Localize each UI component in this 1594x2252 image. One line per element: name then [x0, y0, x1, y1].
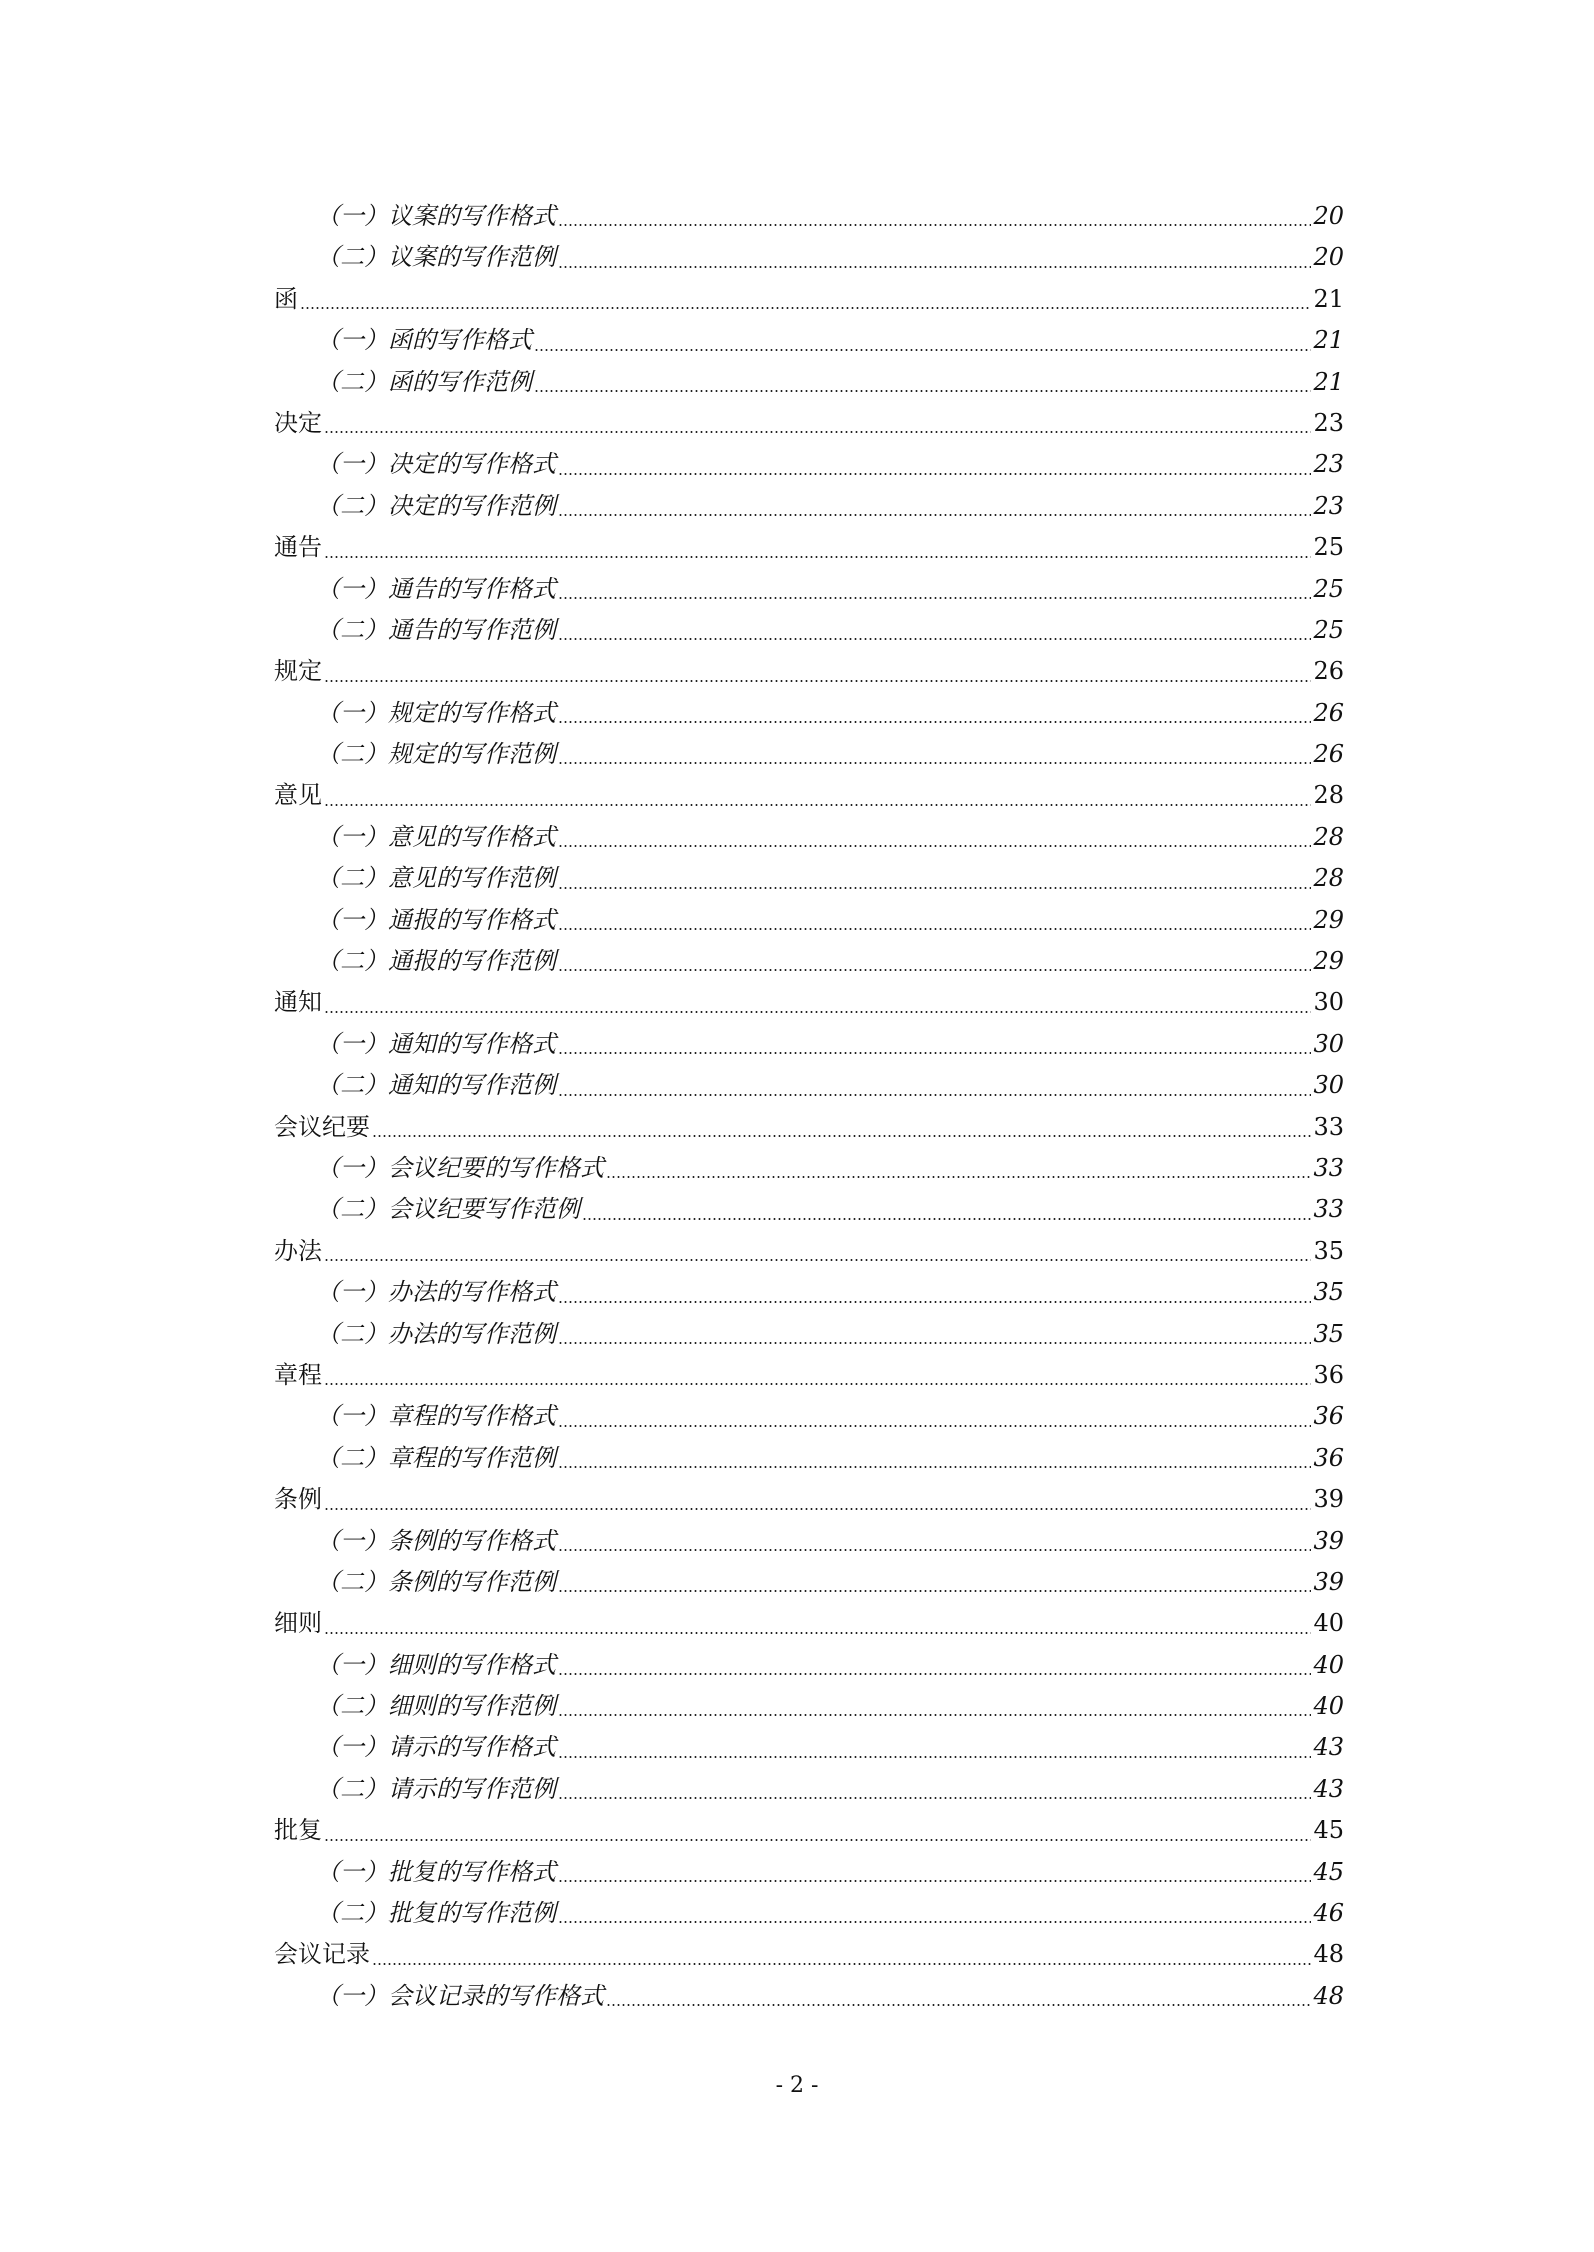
toc-entry-page-number: 36 [1313, 1360, 1344, 1389]
toc-entry-page-number: 33 [1313, 1153, 1344, 1182]
toc-dot-leader [558, 1921, 1311, 1923]
toc-dot-leader [372, 1135, 1311, 1137]
toc-entry-page-number: 21 [1313, 326, 1344, 355]
toc-entry-subsection[interactable] [274, 1852, 1344, 1893]
toc-entry-page-number: 35 [1313, 1319, 1344, 1348]
toc-entry-title: （一）办法的写作格式 [316, 1278, 556, 1307]
toc-entry-title: （一）细则的写作格式 [316, 1650, 556, 1679]
toc-entry-subsection[interactable] [274, 1686, 1344, 1727]
toc-entry-subsection[interactable] [274, 1976, 1344, 2017]
toc-dot-leader [558, 1714, 1311, 1716]
toc-dot-leader [558, 762, 1311, 764]
toc-entry-page-number: 20 [1313, 202, 1344, 230]
toc-entry-subsection[interactable] [274, 1189, 1344, 1230]
toc-entry-title: （一）通知的写作格式 [316, 1029, 556, 1058]
toc-entry-title: （一）条例的写作格式 [316, 1526, 556, 1555]
toc-entry-title: （一）规定的写作格式 [316, 698, 556, 727]
toc-entry-page-number: 40 [1313, 1650, 1344, 1679]
toc-entry-subsection[interactable] [274, 1562, 1344, 1603]
toc-entry-page-number: 36 [1313, 1402, 1344, 1431]
toc-entry-subsection[interactable] [274, 858, 1344, 899]
toc-entry-title: （二）会议纪要写作范例 [316, 1195, 580, 1224]
toc-entry-subsection[interactable] [274, 900, 1344, 941]
toc-dot-leader [558, 1590, 1311, 1592]
toc-entry-subsection[interactable] [274, 941, 1344, 982]
toc-entry-subsection[interactable] [274, 486, 1344, 527]
toc-dot-leader [558, 928, 1311, 930]
toc-entry-subsection[interactable] [274, 1148, 1344, 1189]
toc-entry-page-number: 35 [1313, 1236, 1344, 1265]
toc-entry-page-number: 30 [1313, 1071, 1344, 1100]
toc-entry-section[interactable] [274, 1603, 1344, 1644]
toc-entry-page-number: 43 [1313, 1774, 1344, 1803]
toc-dot-leader [606, 2004, 1311, 2006]
toc-entry-subsection[interactable] [274, 1727, 1344, 1768]
toc-entry-title: （二）细则的写作范例 [316, 1692, 556, 1721]
toc-entry-section[interactable] [274, 403, 1344, 444]
toc-entry-page-number: 28 [1313, 822, 1344, 851]
toc-dot-leader [558, 597, 1311, 599]
toc-entry-page-number: 25 [1313, 615, 1344, 644]
toc-entry-title: （一）意见的写作格式 [316, 822, 556, 851]
toc-entry-title: （二）决定的写作范例 [316, 491, 556, 520]
toc-dot-leader [534, 390, 1311, 392]
toc-dot-leader [558, 1549, 1311, 1551]
toc-entry-page-number: 21 [1313, 367, 1344, 396]
toc-entry-subsection[interactable] [274, 817, 1344, 858]
toc-entry-title: （一）会议记录的写作格式 [316, 1981, 604, 2010]
toc-dot-leader [558, 266, 1311, 268]
toc-entry-title: 办法 [274, 1236, 322, 1265]
toc-entry-section[interactable] [274, 279, 1344, 320]
toc-dot-leader [606, 1176, 1311, 1178]
toc-entry-title: 通告 [274, 533, 322, 562]
toc-entry-title: 决定 [274, 408, 322, 437]
toc-dot-leader [558, 1880, 1311, 1882]
toc-entry-page-number: 45 [1313, 1816, 1344, 1845]
toc-dot-leader [324, 1011, 1311, 1013]
toc-dot-leader [582, 1218, 1311, 1220]
toc-entry-title: 通知 [274, 988, 322, 1017]
toc-entry-title: （二）办法的写作范例 [316, 1319, 556, 1348]
toc-entry-page-number: 28 [1313, 781, 1344, 810]
toc-entry-title: （二）批复的写作范例 [316, 1899, 556, 1928]
toc-entry-page-number: 45 [1313, 1857, 1344, 1886]
toc-entry-title: （二）请示的写作范例 [316, 1774, 556, 1803]
toc-entry-subsection[interactable] [274, 444, 1344, 485]
toc-entry-title: （二）意见的写作范例 [316, 864, 556, 893]
toc-dot-leader [324, 1632, 1311, 1634]
toc-entry-title: （二）通报的写作范例 [316, 947, 556, 976]
toc-dot-leader [558, 1425, 1311, 1427]
toc-entry-title: （一）议案的写作格式 [316, 202, 556, 230]
toc-entry-page-number: 29 [1313, 905, 1344, 934]
toc-dot-leader [324, 680, 1311, 682]
toc-entry-subsection[interactable] [274, 1024, 1344, 1065]
toc-entry-subsection[interactable] [274, 362, 1344, 403]
toc-entry-subsection[interactable] [274, 1893, 1344, 1934]
toc-entry-page-number: 40 [1313, 1609, 1344, 1638]
toc-entry-title: （一）函的写作格式 [316, 326, 532, 355]
toc-dot-leader [558, 1756, 1311, 1758]
toc-entry-section[interactable] [274, 982, 1344, 1023]
toc-entry-section[interactable] [274, 527, 1344, 568]
toc-entry-subsection[interactable] [274, 693, 1344, 734]
toc-entry-title: 意见 [274, 781, 322, 810]
toc-dot-leader [558, 1301, 1311, 1303]
toc-dot-leader [324, 1259, 1311, 1261]
toc-dot-leader [558, 1673, 1311, 1675]
toc-entry-page-number: 23 [1313, 491, 1344, 520]
toc-entry-title: （一）决定的写作格式 [316, 450, 556, 479]
toc-dot-leader [324, 556, 1311, 558]
toc-entry-title: （二）议案的写作范例 [316, 243, 556, 272]
toc-entry-title: 章程 [274, 1360, 322, 1389]
toc-entry-title: 批复 [274, 1816, 322, 1845]
toc-entry-title: 会议纪要 [274, 1112, 370, 1141]
toc-entry-title: （一）章程的写作格式 [316, 1402, 556, 1431]
toc-entry-title: （二）函的写作范例 [316, 367, 532, 396]
toc-dot-leader [558, 224, 1311, 226]
toc-entry-page-number: 36 [1313, 1443, 1344, 1472]
toc-entry-subsection[interactable] [274, 734, 1344, 775]
toc-entry-section[interactable] [274, 1231, 1344, 1272]
toc-entry-page-number: 30 [1313, 1029, 1344, 1058]
toc-entry-title: 会议记录 [274, 1940, 370, 1969]
toc-entry-title: （二）规定的写作范例 [316, 740, 556, 769]
toc-entry-title: （一）请示的写作格式 [316, 1733, 556, 1762]
toc-entry-page-number: 43 [1313, 1733, 1344, 1762]
toc-dot-leader [324, 1508, 1311, 1510]
toc-entry-title: （一）会议纪要的写作格式 [316, 1153, 604, 1182]
toc-entry-title: 函 [274, 284, 298, 313]
toc-entry-subsection[interactable] [274, 1314, 1344, 1355]
toc-dot-leader [558, 1094, 1311, 1096]
toc-dot-leader [300, 307, 1311, 309]
toc-dot-leader [558, 473, 1311, 475]
toc-entry-page-number: 48 [1313, 1940, 1344, 1969]
toc-entry-section[interactable] [274, 1934, 1344, 1975]
toc-entry-title: （一）通报的写作格式 [316, 905, 556, 934]
toc-entry-page-number: 40 [1313, 1692, 1344, 1721]
toc-entry-subsection[interactable] [274, 196, 1344, 237]
toc-entry-page-number: 26 [1313, 698, 1344, 727]
toc-entry-section[interactable] [274, 1107, 1344, 1148]
toc-entry-page-number: 26 [1313, 740, 1344, 769]
toc-entry-page-number: 48 [1313, 1981, 1344, 2010]
toc-entry-page-number: 35 [1313, 1278, 1344, 1307]
toc-entry-page-number: 20 [1313, 243, 1344, 272]
toc-entry-subsection[interactable] [274, 1272, 1344, 1313]
toc-entry-subsection[interactable] [274, 1396, 1344, 1437]
toc-dot-leader [558, 1797, 1311, 1799]
toc-entry-page-number: 28 [1313, 864, 1344, 893]
toc-entry-subsection[interactable] [274, 1438, 1344, 1479]
toc-entry-title: （一）通告的写作格式 [316, 574, 556, 603]
toc-dot-leader [558, 969, 1311, 971]
toc-entry-subsection[interactable] [274, 1065, 1344, 1106]
toc-entry-section[interactable] [274, 651, 1344, 692]
toc-entry-title: （二）通知的写作范例 [316, 1071, 556, 1100]
toc-dot-leader [534, 349, 1311, 351]
toc-entry-subsection[interactable] [274, 1769, 1344, 1810]
toc-dot-leader [558, 1466, 1311, 1468]
toc-entry-subsection[interactable] [274, 569, 1344, 610]
page-number: - 2 - [775, 2073, 819, 2098]
toc-entry-title: 细则 [274, 1609, 322, 1638]
toc-entry-page-number: 29 [1313, 947, 1344, 976]
toc-dot-leader [324, 1383, 1311, 1385]
toc-entry-subsection[interactable] [274, 1521, 1344, 1562]
toc-entry-subsection[interactable] [274, 237, 1344, 278]
toc-entry-page-number: 25 [1313, 533, 1344, 562]
toc-dot-leader [372, 1963, 1311, 1965]
toc-entry-page-number: 33 [1313, 1112, 1344, 1141]
table-of-contents [274, 196, 1344, 2017]
toc-entry-page-number: 46 [1313, 1899, 1344, 1928]
toc-dot-leader [558, 514, 1311, 516]
toc-entry-title: （二）条例的写作范例 [316, 1567, 556, 1596]
toc-dot-leader [324, 1839, 1311, 1841]
toc-dot-leader [558, 1342, 1311, 1344]
toc-entry-title: （二）通告的写作范例 [316, 615, 556, 644]
toc-entry-page-number: 21 [1313, 284, 1344, 313]
toc-entry-page-number: 23 [1313, 408, 1344, 437]
toc-entry-page-number: 39 [1313, 1485, 1344, 1514]
toc-entry-subsection[interactable] [274, 320, 1344, 361]
toc-dot-leader [558, 845, 1311, 847]
toc-entry-subsection[interactable] [274, 1645, 1344, 1686]
toc-entry-page-number: 33 [1313, 1195, 1344, 1224]
toc-entry-subsection[interactable] [274, 610, 1344, 651]
toc-dot-leader [558, 1052, 1311, 1054]
toc-entry-section[interactable] [274, 775, 1344, 816]
toc-entry-title: 条例 [274, 1485, 322, 1514]
toc-entry-title: 规定 [274, 657, 322, 686]
toc-entry-page-number: 39 [1313, 1567, 1344, 1596]
toc-entry-page-number: 39 [1313, 1526, 1344, 1555]
toc-entry-section[interactable] [274, 1479, 1344, 1520]
toc-entry-section[interactable] [274, 1355, 1344, 1396]
toc-dot-leader [558, 638, 1311, 640]
toc-dot-leader [558, 721, 1311, 723]
toc-dot-leader [558, 887, 1311, 889]
toc-entry-page-number: 26 [1313, 657, 1344, 686]
toc-entry-page-number: 25 [1313, 574, 1344, 603]
toc-entry-title: （一）批复的写作格式 [316, 1857, 556, 1886]
toc-entry-section[interactable] [274, 1810, 1344, 1851]
toc-entry-title: （二）章程的写作范例 [316, 1443, 556, 1472]
toc-dot-leader [324, 804, 1311, 806]
toc-dot-leader [324, 431, 1311, 433]
toc-entry-page-number: 23 [1313, 450, 1344, 479]
toc-entry-page-number: 30 [1313, 988, 1344, 1017]
